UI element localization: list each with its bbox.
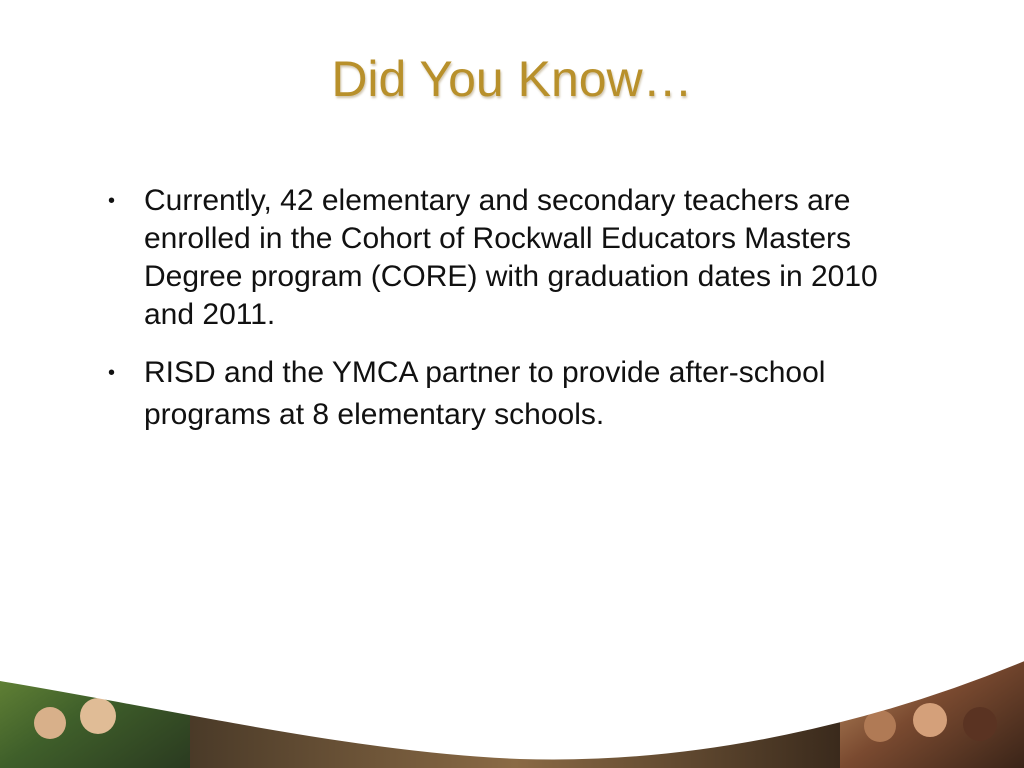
person-silhouette [864,710,896,742]
bullet-text: Currently, 42 elementary and secondary teachers are enrolled in the Cohort of Rockwall Educators Masters Degree program (CORE) with graduation dates in 2010 and 2011. [144,184,878,331]
slide-title: Did You Know… [331,51,693,107]
person-silhouette [963,707,997,741]
person-silhouette [80,698,116,734]
photo-panel-middle [190,638,840,768]
person-silhouette [913,703,947,737]
bullet-text: RISD and the YMCA partner to provide after-school programs at 8 elementary schools. [144,356,826,431]
photo-collage-banner [0,638,1024,768]
bullet-item [104,352,924,436]
photo-panel-right [840,638,1024,768]
bullet-marker: • [108,362,116,384]
bullet-item [104,182,924,334]
bullet-marker: • [108,190,116,212]
person-silhouette [34,707,66,739]
bullet-list [104,182,924,454]
